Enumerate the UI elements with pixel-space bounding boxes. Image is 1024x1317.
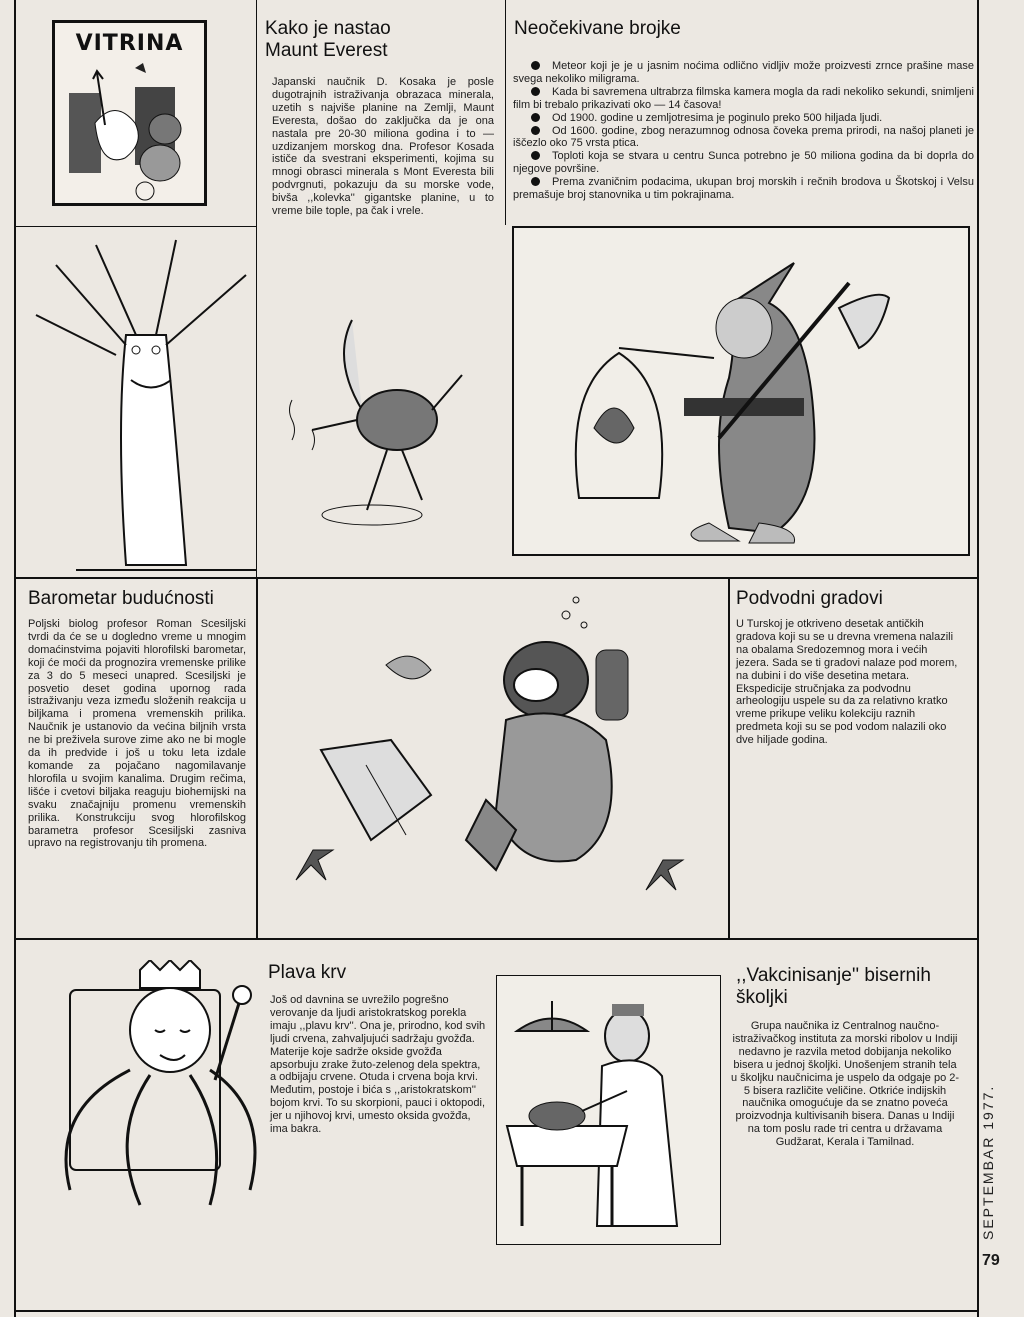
rule-col2	[505, 0, 506, 225]
brojke-item: Kada bi savremena ultrabrza filmska kamera mogla da radi nekoliko sekundi, snimljeni film bi trebalo prikazivati oko — 14 časova!	[513, 85, 974, 111]
bullet-icon	[531, 113, 540, 122]
vitrina-cartoon	[55, 63, 204, 203]
pearl-illustration	[496, 975, 721, 1245]
brojke-item: Meteor koji je je u jasnim noćima odlično vidljiv može proizvesti zrnce prašine mase svega nekoliko miligrama.	[513, 60, 974, 85]
barometar-body: Poljski biolog profesor Roman Scesiljski tvrdi da će se u dogledno vreme u mnogim domaćinstvima pojaviti hlorofilski barometar, koji će moći da prognozira vremenske prilike za 3 do 5 meseci unapred. Scesiljski je posvetio deset godina upornog rada istraživanju veza između složenih reakcija u biljkama i promena vremenskih prilika. Naučnik je ustanovio da većina biljnih vrsta ne bi preživela surove zime ako ne bi mogle da ih predvide i još u toku leta izdale komande za pojačano nagomilavanje hlorofila u svojim kanalima. Drugim rečima, lišće i cvetovi biljaka reaguju biohemijski na svaku značajniju promenu vremenskih prilika. Konstrukciju svog hlorofilskog barametra profesor Scesiljski zasniva upravo na registrovanju tih promena.	[28, 618, 246, 850]
rule-col1	[256, 0, 257, 578]
bullet-icon	[531, 177, 540, 186]
plava-body: Još od davnina se uvrežilo pogrešno verovanje da ljudi aristokratskog porekla imaju ,,plavu krv''. Ona je, prirodno, kod svih ljudi crvena, zahvaljujući sadržaju gvožđa. Materije koje sadrže okside gvožđa apsorbuju zrake žuto-zelenog dela spektra, a odbijaju crvene. Otuda i crvena boja krvi. Međutim, postoje i bića s ,,aristokratskom'' bojom krvi. To su skorpioni, pauci i oktopodi, jer u njihovoj krvi, umesto oksida gvožđa, ima bakra.	[270, 994, 486, 1136]
barometar-title: Barometar budućnosti	[28, 588, 214, 609]
brojke-item: Od 1600. godine, zbog nerazumnog odnosa čoveka prema prirodi, na našoj planeti je iščezlo oko 75 vrsta ptica.	[513, 124, 974, 150]
podvodni-title: Podvodni gradovi	[736, 588, 883, 609]
vakcin-title: ,,Vakcinisanje'' bisernih školjki	[736, 965, 931, 1008]
tree-illustration	[16, 235, 256, 575]
page-number: 79	[982, 1252, 1000, 1269]
octopus-illustration	[30, 960, 270, 1230]
swimmer-illustration	[272, 310, 492, 540]
rule-h3	[14, 938, 979, 940]
bullet-icon	[531, 61, 540, 70]
rule-col-mid	[256, 578, 258, 940]
bullet-icon	[531, 87, 540, 96]
bullet-icon	[531, 126, 540, 135]
logo-text: VITRINA	[75, 31, 184, 56]
bullet-icon	[531, 151, 540, 160]
podvodni-body: U Turskoj je otkriveno desetak antičkih gradova koji su se u drevna vremena nalazili na obalama Sredozemnog mora i većih jezera. Sada se ti gradovi nalaze pod morem, na dubini i do više desetina metara. Ekspedicije stručnjaka za podvodnu arheologiju uspele su da za relativno kratko vreme prikupe veliku kolekciju raznih predmeta koji su se pod vodom nalazili oko dve hiljade godina.	[736, 618, 958, 747]
knight-cartoon	[514, 228, 968, 554]
rule-col-mid-right	[728, 578, 730, 940]
issue-date: SEPTEMBAR 1977.	[980, 1084, 996, 1240]
everest-title: Kako je nastao Maunt Everest	[265, 18, 391, 61]
brojke-item: Toploti koja se stvara u centru Sunca potrebno je 50 miliona godina da bi doprla do njegove površine.	[513, 150, 974, 176]
plava-title: Plava krv	[268, 962, 347, 983]
rule-right	[977, 0, 979, 1317]
brojke-list	[513, 60, 974, 202]
rule-bottom	[14, 1310, 979, 1312]
brojke-item: Od 1900. godine u zemljotresima je poginulo preko 500 hiljada ljudi.	[513, 112, 974, 125]
rule-left	[14, 0, 16, 1317]
everest-body: Japanski naučnik D. Kosaka je posle dugotrajnih istraživanja obrazaca minerala, uzetih s najviše planine na Zemlji, Maunt Everesta, došao do zaključka da je ona nastala pre 20-30 miliona godina i to — uzdizanjem morskog dna. Profesor Kosada ističe da svestrani eksperimenti, kojima su mnogi obrasci minerala s Mont Everesta bili podvrgnuti, pokazuju da su morske vode, bivša ,,kolevka'' gigantske planine, u to vreme bile tople, pa čak i vrele.	[272, 76, 494, 218]
brojke-title: Neočekivane brojke	[514, 18, 681, 39]
diver-illustration	[266, 590, 726, 920]
rule-h1	[14, 226, 257, 227]
vakcin-body: Grupa naučnika iz Centralnog naučno-istraživačkog instituta za morski ribolov u Indiji nedavno je razvila metod dobijanja nekoliko bisera u jednoj školjki. Unošenjem stranih tela u školjku naučnicima je uspelo da odgaje po 2-5 bisera različite veličine. Otkriće indijskih naučnika omogućuje da se znatno poveća proizvodnja kultivisanih bisera. Danas u Indiji na tom poslu rade tri centra u državama Gudžarat, Kerala i Tamilnad.	[730, 1020, 960, 1149]
scientist-cartoon	[497, 976, 720, 1244]
rule-h2	[14, 577, 979, 579]
vitrina-logo	[52, 20, 207, 206]
brojke-item: Prema zvaničnim podacima, ukupan broj morskih i rečnih brodova u Škotskoj i Velsu premašuje broj stanovnika u tim pokrajinama.	[513, 176, 974, 202]
knight-illustration	[512, 226, 970, 556]
